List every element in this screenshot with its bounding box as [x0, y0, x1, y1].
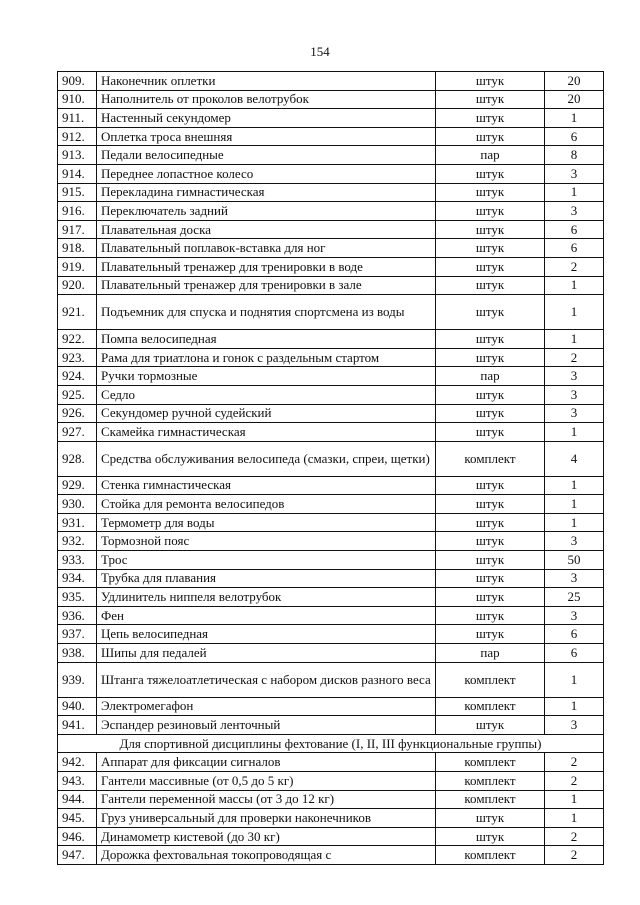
table-row: [58, 697, 604, 716]
item-unit: штук: [436, 809, 545, 828]
table-row: [58, 495, 604, 514]
item-quantity: 3: [545, 385, 604, 404]
item-quantity: 3: [545, 606, 604, 625]
table-row: [58, 404, 604, 423]
item-unit: штук: [436, 551, 545, 570]
item-quantity: 3: [545, 367, 604, 386]
item-name: Настенный секундомер: [97, 109, 436, 128]
table-row: [58, 220, 604, 239]
item-unit: штук: [436, 72, 545, 91]
item-quantity: 6: [545, 220, 604, 239]
item-quantity: 1: [545, 183, 604, 202]
table-row: [58, 513, 604, 532]
item-unit: комплект: [436, 697, 545, 716]
item-name: Трубка для плавания: [97, 569, 436, 588]
table-row: [58, 127, 604, 146]
item-unit: штук: [436, 495, 545, 514]
row-number: 946.: [58, 827, 97, 846]
item-name: Дорожка фехтовальная токопроводящая с: [97, 846, 436, 865]
item-unit: штук: [436, 276, 545, 295]
row-number: 933.: [58, 551, 97, 570]
item-quantity: 1: [545, 476, 604, 495]
item-quantity: 20: [545, 90, 604, 109]
table-row: [58, 257, 604, 276]
item-name: Средства обслуживания велосипеда (смазки, спреи, щетки): [97, 441, 436, 476]
item-unit: штук: [436, 532, 545, 551]
item-name: Скамейка гимнастическая: [97, 423, 436, 442]
item-quantity: 1: [545, 495, 604, 514]
table-row: [58, 239, 604, 258]
table-row: [58, 72, 604, 91]
row-number: 917.: [58, 220, 97, 239]
item-quantity: 4: [545, 441, 604, 476]
item-name: Термометр для воды: [97, 513, 436, 532]
item-unit: пар: [436, 146, 545, 165]
row-number: 909.: [58, 72, 97, 91]
table-row: [58, 662, 604, 697]
item-quantity: 1: [545, 809, 604, 828]
row-number: 943.: [58, 772, 97, 791]
table-row: [58, 476, 604, 495]
row-number: 914.: [58, 164, 97, 183]
table-row: [58, 385, 604, 404]
item-unit: штук: [436, 476, 545, 495]
item-quantity: 2: [545, 846, 604, 865]
table-row: [58, 551, 604, 570]
item-quantity: 1: [545, 423, 604, 442]
item-quantity: 3: [545, 716, 604, 735]
item-unit: штук: [436, 239, 545, 258]
row-number: 918.: [58, 239, 97, 258]
row-number: 947.: [58, 846, 97, 865]
row-number: 927.: [58, 423, 97, 442]
item-name: Удлинитель ниппеля велотрубок: [97, 588, 436, 607]
item-quantity: 3: [545, 164, 604, 183]
item-quantity: 50: [545, 551, 604, 570]
item-quantity: 1: [545, 790, 604, 809]
item-unit: комплект: [436, 441, 545, 476]
row-number: 938.: [58, 644, 97, 663]
table-row: [58, 276, 604, 295]
item-unit: штук: [436, 423, 545, 442]
row-number: 921.: [58, 295, 97, 330]
row-number: 934.: [58, 569, 97, 588]
row-number: 936.: [58, 606, 97, 625]
item-quantity: 6: [545, 127, 604, 146]
item-quantity: 20: [545, 72, 604, 91]
item-name: Секундомер ручной судейский: [97, 404, 436, 423]
item-unit: штук: [436, 827, 545, 846]
item-unit: пар: [436, 644, 545, 663]
item-name: Штанга тяжелоатлетическая с набором дисков разного веса: [97, 662, 436, 697]
row-number: 935.: [58, 588, 97, 607]
row-number: 911.: [58, 109, 97, 128]
item-quantity: 6: [545, 644, 604, 663]
item-quantity: 25: [545, 588, 604, 607]
item-name: Аппарат для фиксации сигналов: [97, 753, 436, 772]
item-quantity: 1: [545, 109, 604, 128]
row-number: 941.: [58, 716, 97, 735]
item-unit: штук: [436, 625, 545, 644]
item-name: Подъемник для спуска и поднятия спортсмена из воды: [97, 295, 436, 330]
item-name: Стенка гимнастическая: [97, 476, 436, 495]
item-name: Цепь велосипедная: [97, 625, 436, 644]
row-number: 945.: [58, 809, 97, 828]
row-number: 944.: [58, 790, 97, 809]
table-row: [58, 423, 604, 442]
row-number: 931.: [58, 513, 97, 532]
item-name: Гантели переменной массы (от 3 до 12 кг): [97, 790, 436, 809]
item-unit: штук: [436, 127, 545, 146]
row-number: 916.: [58, 202, 97, 221]
item-quantity: 1: [545, 330, 604, 349]
item-unit: штук: [436, 202, 545, 221]
item-name: Фен: [97, 606, 436, 625]
item-name: Эспандер резиновый ленточный: [97, 716, 436, 735]
row-number: 940.: [58, 697, 97, 716]
item-unit: пар: [436, 367, 545, 386]
item-name: Наполнитель от проколов велотрубок: [97, 90, 436, 109]
item-unit: штук: [436, 569, 545, 588]
item-name: Тормозной пояс: [97, 532, 436, 551]
row-number: 937.: [58, 625, 97, 644]
item-unit: штук: [436, 588, 545, 607]
item-name: Плавательная доска: [97, 220, 436, 239]
table-row: [58, 827, 604, 846]
item-unit: штук: [436, 90, 545, 109]
item-name: Перекладина гимнастическая: [97, 183, 436, 202]
item-quantity: 2: [545, 827, 604, 846]
item-quantity: 2: [545, 348, 604, 367]
item-name: Переключатель задний: [97, 202, 436, 221]
table-body-b: [58, 753, 604, 865]
table-row: [58, 348, 604, 367]
item-unit: штук: [436, 183, 545, 202]
item-quantity: 2: [545, 753, 604, 772]
row-number: 915.: [58, 183, 97, 202]
section-header-body: [58, 734, 604, 753]
item-unit: штук: [436, 295, 545, 330]
table-row: [58, 846, 604, 865]
section-title: Для спортивной дисциплины фехтование (I, II, III функциональные группы): [58, 734, 604, 753]
item-unit: штук: [436, 348, 545, 367]
item-quantity: 6: [545, 239, 604, 258]
item-name: Груз универсальный для проверки наконечников: [97, 809, 436, 828]
row-number: 930.: [58, 495, 97, 514]
item-unit: штук: [436, 404, 545, 423]
row-number: 942.: [58, 753, 97, 772]
item-quantity: 3: [545, 202, 604, 221]
item-name: Ручки тормозные: [97, 367, 436, 386]
row-number: 925.: [58, 385, 97, 404]
table-row: [58, 809, 604, 828]
item-name: Электромегафон: [97, 697, 436, 716]
item-quantity: 3: [545, 569, 604, 588]
item-quantity: 3: [545, 404, 604, 423]
table-row: [58, 367, 604, 386]
item-quantity: 1: [545, 276, 604, 295]
item-unit: штук: [436, 109, 545, 128]
table-row: [58, 109, 604, 128]
section-header-row: [58, 734, 604, 753]
item-name: Наконечник оплетки: [97, 72, 436, 91]
item-quantity: 2: [545, 257, 604, 276]
item-name: Переднее лопастное колесо: [97, 164, 436, 183]
table-row: [58, 202, 604, 221]
item-name: Стойка для ремонта велосипедов: [97, 495, 436, 514]
table-row: [58, 644, 604, 663]
item-unit: комплект: [436, 846, 545, 865]
row-number: 910.: [58, 90, 97, 109]
row-number: 913.: [58, 146, 97, 165]
row-number: 929.: [58, 476, 97, 495]
item-quantity: 1: [545, 662, 604, 697]
item-name: Педали велосипедные: [97, 146, 436, 165]
table-row: [58, 772, 604, 791]
row-number: 920.: [58, 276, 97, 295]
table-row: [58, 90, 604, 109]
item-quantity: 3: [545, 532, 604, 551]
item-unit: штук: [436, 716, 545, 735]
page-number: 154: [310, 44, 330, 59]
row-number: 919.: [58, 257, 97, 276]
row-number: 932.: [58, 532, 97, 551]
item-name: Плавательный поплавок-вставка для ног: [97, 239, 436, 258]
item-quantity: 1: [545, 513, 604, 532]
table-row: [58, 606, 604, 625]
item-quantity: 6: [545, 625, 604, 644]
table-row: [58, 295, 604, 330]
item-unit: штук: [436, 257, 545, 276]
table-body-a: [58, 72, 604, 735]
table-row: [58, 146, 604, 165]
item-unit: штук: [436, 330, 545, 349]
item-name: Оплетка троса внешняя: [97, 127, 436, 146]
item-name: Динамометр кистевой (до 30 кг): [97, 827, 436, 846]
table-row: [58, 753, 604, 772]
row-number: 939.: [58, 662, 97, 697]
table-row: [58, 569, 604, 588]
item-unit: штук: [436, 220, 545, 239]
row-number: 912.: [58, 127, 97, 146]
item-unit: комплект: [436, 790, 545, 809]
row-number: 928.: [58, 441, 97, 476]
item-unit: комплект: [436, 772, 545, 791]
table-row: [58, 588, 604, 607]
row-number: 926.: [58, 404, 97, 423]
item-unit: штук: [436, 385, 545, 404]
table-row: [58, 330, 604, 349]
item-name: Трос: [97, 551, 436, 570]
row-number: 924.: [58, 367, 97, 386]
item-unit: штук: [436, 606, 545, 625]
row-number: 923.: [58, 348, 97, 367]
table-row: [58, 441, 604, 476]
item-name: Гантели массивные (от 0,5 до 5 кг): [97, 772, 436, 791]
table-row: [58, 164, 604, 183]
item-name: Шипы для педалей: [97, 644, 436, 663]
equipment-table: [57, 71, 604, 865]
item-name: Седло: [97, 385, 436, 404]
table-row: [58, 790, 604, 809]
item-unit: штук: [436, 513, 545, 532]
item-quantity: 8: [545, 146, 604, 165]
item-name: Рама для триатлона и гонок с раздельным стартом: [97, 348, 436, 367]
table-row: [58, 716, 604, 735]
item-quantity: 1: [545, 295, 604, 330]
item-unit: штук: [436, 164, 545, 183]
row-number: 922.: [58, 330, 97, 349]
table-row: [58, 532, 604, 551]
item-name: Плавательный тренажер для тренировки в воде: [97, 257, 436, 276]
item-unit: комплект: [436, 662, 545, 697]
item-quantity: 2: [545, 772, 604, 791]
item-name: Плавательный тренажер для тренировки в зале: [97, 276, 436, 295]
item-unit: комплект: [436, 753, 545, 772]
table-row: [58, 183, 604, 202]
item-name: Помпа велосипедная: [97, 330, 436, 349]
item-quantity: 1: [545, 697, 604, 716]
table-row: [58, 625, 604, 644]
